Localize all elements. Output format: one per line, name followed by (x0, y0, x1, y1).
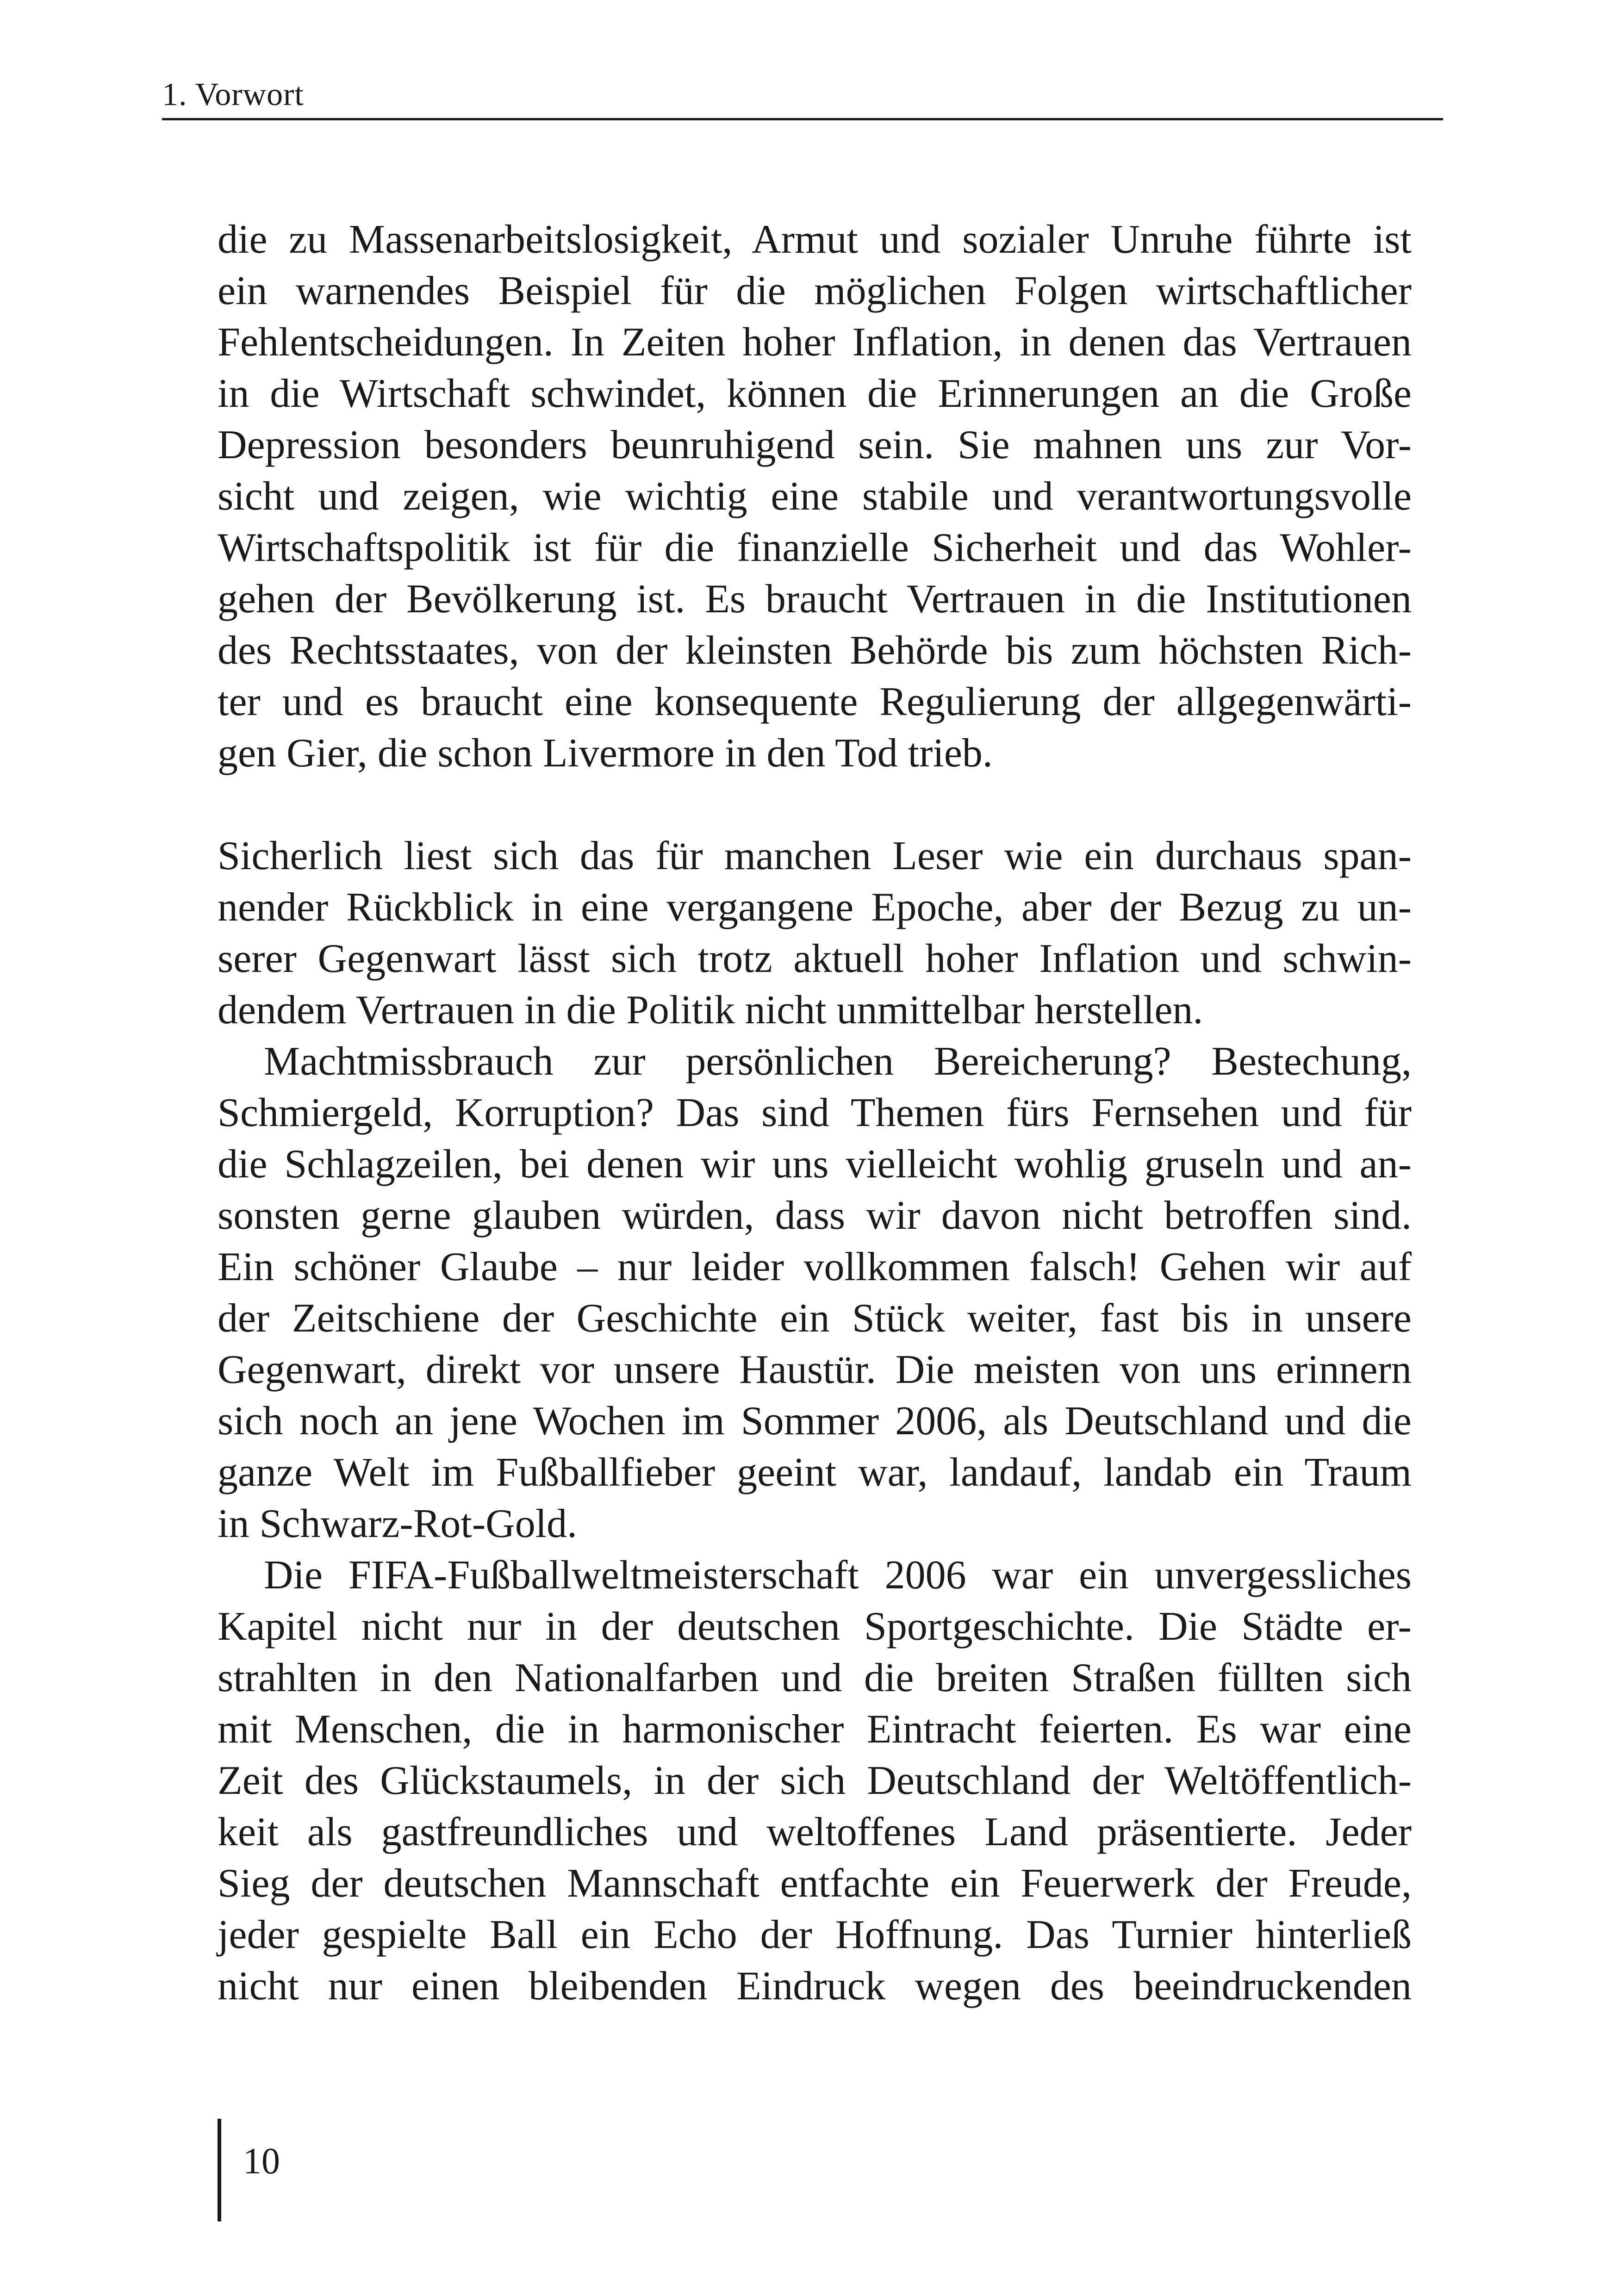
text-line: Die FIFA-Fußballweltmeisterschaft 2006 war ein unvergessliches (264, 1553, 1412, 1598)
text-line: keit als gastfreundliches und weltoffenes Land präsentierte. Jeder (218, 1810, 1412, 1854)
text-line: ein warnendes Beispiel für die möglichen Folgen wirtschaftlicher (218, 268, 1412, 313)
text-line: des Rechtsstaates, von der kleinsten Behörde bis zum höchsten Rich- (218, 628, 1412, 673)
text-line: die Schlagzeilen, bei denen wir uns vielleicht wohlig gruseln und an- (218, 1142, 1412, 1187)
body-text (218, 214, 1412, 2012)
page-number-rule (218, 2119, 221, 2221)
text-line: Ein schöner Glaube – nur leider vollkommen falsch! Gehen wir auf (218, 1244, 1412, 1289)
text-line: strahlten in den Nationalfarben und die breiten Straßen füllten sich (218, 1655, 1412, 1700)
running-head-title: 1. Vorwort (162, 77, 304, 112)
text-line: gen Gier, die schon Livermore in den Tod trieb. (218, 731, 993, 776)
paragraph (218, 1036, 1412, 1549)
text-line: Sieg der deutschen Mannschaft entfachte ein Feuerwerk der Freude, (218, 1861, 1412, 1906)
text-line: Wirtschaftspolitik ist für die finanzielle Sicherheit und das Wohler- (218, 525, 1412, 570)
paragraph (218, 830, 1412, 1036)
text-line: sicht und zeigen, wie wichtig eine stabile und verantwortungsvolle (218, 474, 1412, 519)
paragraph (218, 1549, 1412, 2012)
text-line: nender Rückblick in eine vergangene Epoche, aber der Bezug zu un- (218, 885, 1412, 930)
text-line: Sicherlich liest sich das für manchen Leser wie ein durchaus span- (218, 834, 1412, 878)
text-line: sich noch an jene Wochen im Sommer 2006, als Deutschland und die (218, 1399, 1412, 1444)
text-line: ganze Welt im Fußballfieber geeint war, landauf, landab ein Traum (218, 1450, 1412, 1495)
text-line: Kapitel nicht nur in der deutschen Sportgeschichte. Die Städte er- (218, 1604, 1412, 1649)
text-line: in die Wirtschaft schwindet, können die Erinnerungen an die Große (218, 371, 1412, 416)
text-line: Fehlentscheidungen. In Zeiten hoher Inflation, in denen das Vertrauen (218, 320, 1412, 365)
text-line: die zu Massenarbeitslosigkeit, Armut und sozialer Unruhe führte ist (218, 217, 1412, 262)
text-line: mit Menschen, die in harmonischer Eintracht feierten. Es war eine (218, 1707, 1412, 1752)
text-line: sonsten gerne glauben würden, dass wir davon nicht betroffen sind. (218, 1193, 1412, 1238)
text-line: serer Gegenwart lässt sich trotz aktuell hoher Inflation und schwin- (218, 936, 1412, 981)
text-line: Zeit des Glückstaumels, in der sich Deutschland der Weltöffentlich- (218, 1758, 1412, 1803)
header-rule (162, 118, 1443, 120)
page-number: 10 (243, 2141, 280, 2182)
paragraph-gap (218, 779, 1412, 830)
text-line: Machtmissbrauch zur persönlichen Bereicherung? Bestechung, (264, 1039, 1412, 1084)
text-line: Gegenwart, direkt vor unsere Haustür. Die meisten von uns erinnern (218, 1347, 1412, 1392)
text-line: nicht nur einen bleibenden Eindruck wegen des beeindruckenden (218, 1964, 1412, 2009)
text-line: dendem Vertrauen in die Politik nicht unmittelbar herstellen. (218, 988, 1203, 1033)
text-line: jeder gespielte Ball ein Echo der Hoffnung. Das Turnier hinterließ (218, 1912, 1412, 1957)
text-line: ter und es braucht eine konsequente Regulierung der allgegenwärti- (218, 679, 1412, 724)
text-line: Schmiergeld, Korruption? Das sind Themen fürs Fernsehen und für (218, 1090, 1412, 1135)
text-line: Depression besonders beunruhigend sein. Sie mahnen uns zur Vor- (218, 423, 1412, 467)
paragraph (218, 214, 1412, 779)
text-line: gehen der Bevölkerung ist. Es braucht Vertrauen in die Institutionen (218, 577, 1412, 622)
text-line: der Zeitschiene der Geschichte ein Stück weiter, fast bis in unsere (218, 1296, 1412, 1341)
text-line: in Schwarz-Rot-Gold. (218, 1501, 578, 1546)
